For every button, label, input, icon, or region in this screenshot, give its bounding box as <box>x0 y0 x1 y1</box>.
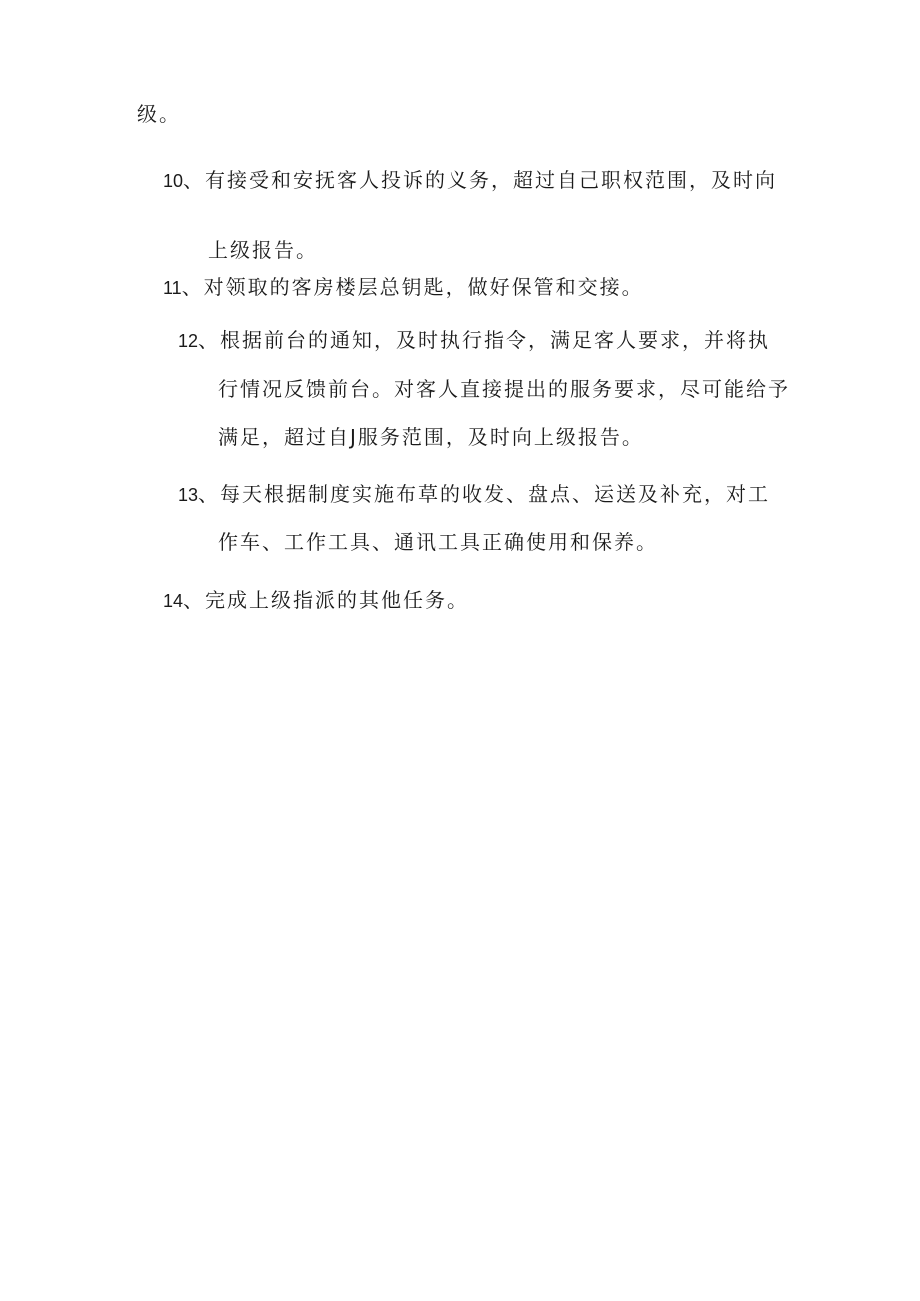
line-text: 行情况反馈前台。对客人直接提出的服务要求，尽可能给予 <box>218 377 790 401</box>
list-item-14 <box>163 588 469 613</box>
line-text: 作车、工作工具、通讯工具正确使用和保养。 <box>218 530 658 554</box>
line-text: 、根据前台的通知，及时执行指令，满足客人要求，并将执 <box>198 328 771 352</box>
text-line <box>137 102 181 126</box>
item-number: 14 <box>163 591 184 611</box>
item-number: 12 <box>178 331 199 351</box>
line-text: 级。 <box>137 102 181 126</box>
line-text: 满足，超过自J服务范围，及时向上级报告。 <box>218 425 644 449</box>
line-text: 、有接受和安抚客人投诉的义务，超过自己职权范围，及时向 <box>183 168 778 192</box>
text-line <box>218 377 790 401</box>
text-line <box>208 238 318 262</box>
text-line <box>218 425 644 449</box>
item-number: 13 <box>178 485 199 505</box>
text-line <box>218 530 658 554</box>
list-item-10 <box>163 168 777 193</box>
item-number: 11 <box>163 278 182 298</box>
list-item-13 <box>178 482 770 507</box>
list-item-11 <box>163 275 644 300</box>
list-item-12 <box>178 328 770 353</box>
line-text: 、对领取的客房楼层总钥匙，做好保管和交接。 <box>181 275 644 299</box>
item-number: 10 <box>163 171 184 191</box>
line-text: 、完成上级指派的其他任务。 <box>183 588 470 612</box>
line-text: 上级报告。 <box>208 238 318 262</box>
line-text: 、每天根据制度实施布草的收发、盘点、运送及补充，对工 <box>198 482 771 506</box>
